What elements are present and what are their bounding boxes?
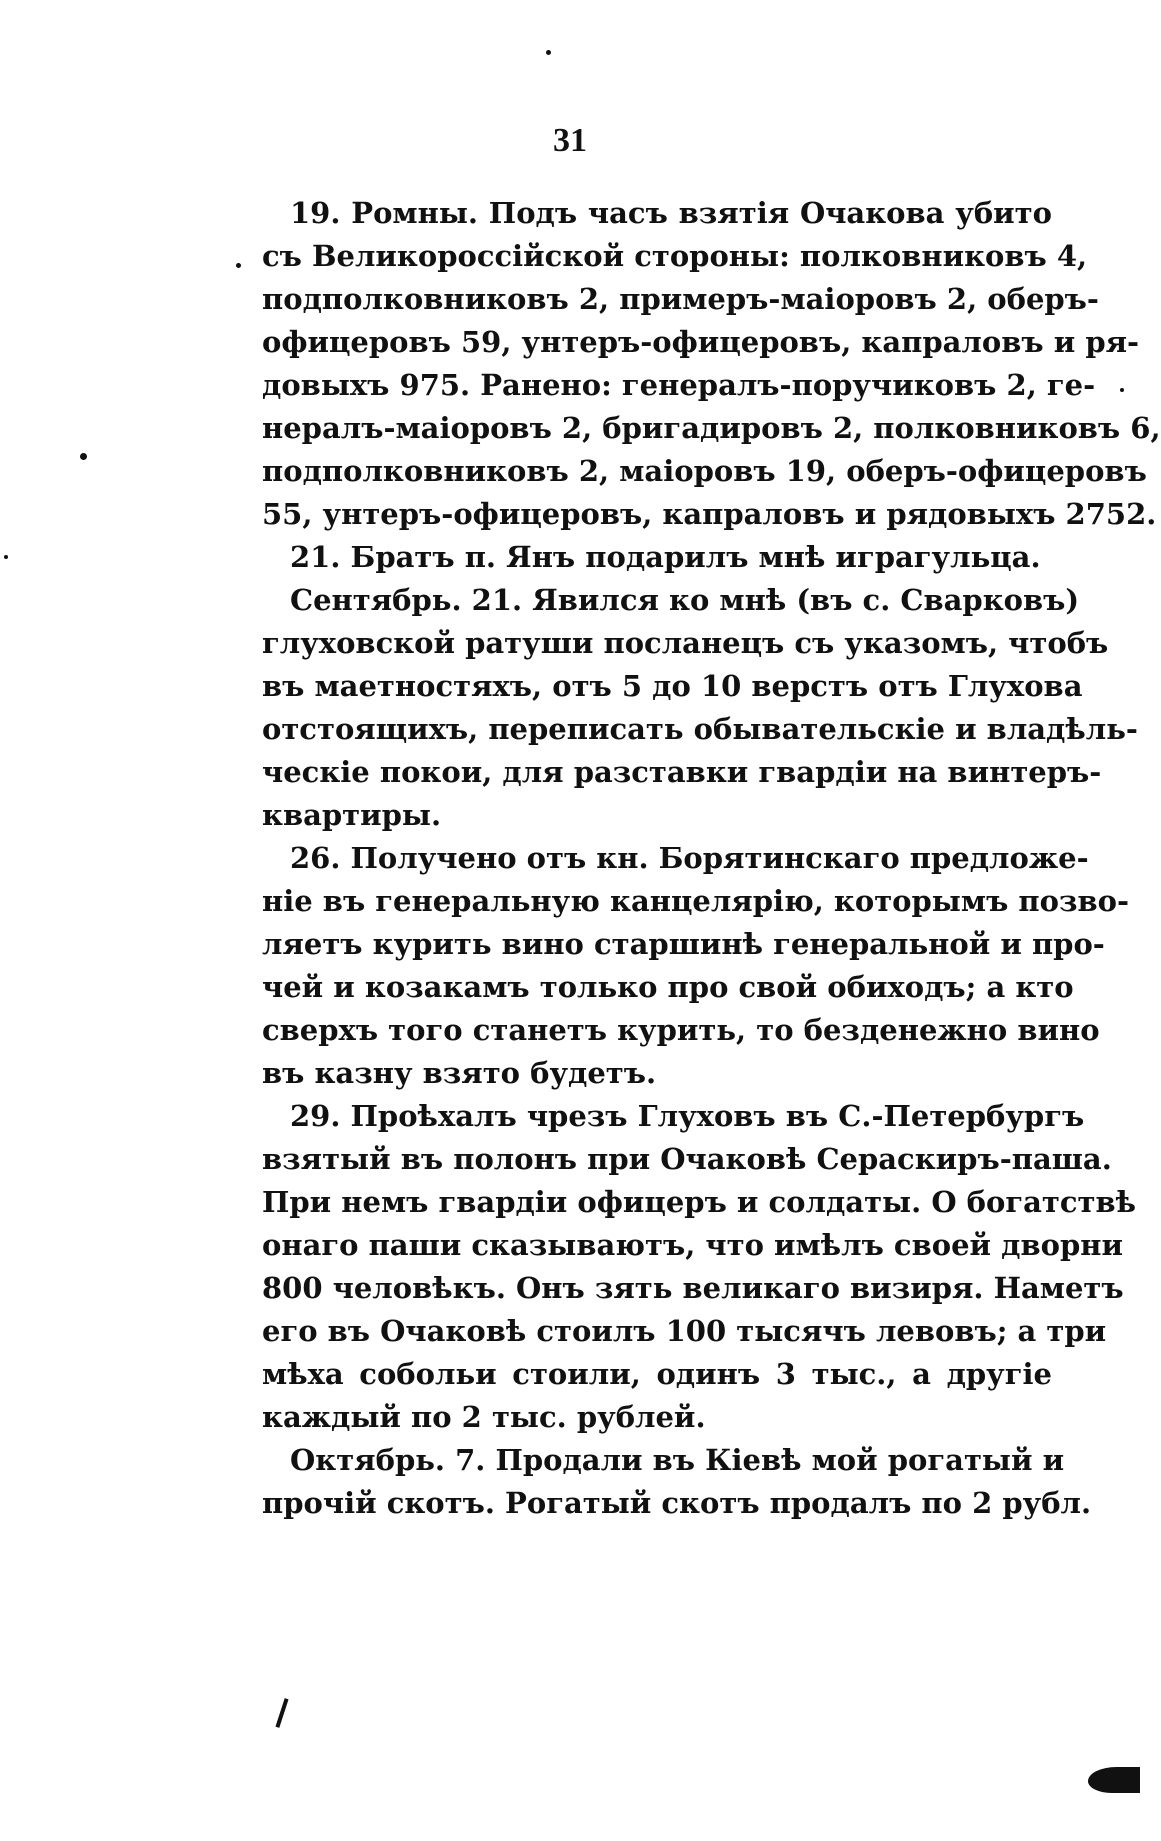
scan-speck: [4, 555, 8, 559]
text-line: ніе въ генеральную канцелярію, которымъ позво-: [262, 884, 1130, 918]
text-line: довыхъ 975. Ранено: генералъ-поручиковъ 2, ге-: [262, 368, 1096, 402]
text-line: взятый въ полонъ при Очаковѣ Сераскиръ-паша.: [262, 1142, 1112, 1176]
text-line: 19. Ромны. Подъ часъ взятія Очакова убито: [290, 196, 1052, 230]
scan-smudge: [1088, 1767, 1140, 1793]
text-line: ляетъ курить вино старшинѣ генеральной и про-: [262, 927, 1105, 961]
text-line: 800 человѣкъ. Онъ зять великаго визиря. Наметъ: [262, 1271, 1124, 1305]
text-line: 21. Братъ п. Янъ подарилъ мнѣ играгульца.: [290, 540, 1041, 574]
scan-speck: [80, 453, 87, 460]
scan-speck: [236, 263, 241, 268]
text-line: мѣха собольи стоили, одинъ 3 тыс., а другіе: [262, 1357, 1052, 1391]
text-line: нералъ-маіоровъ 2, бригадировъ 2, полковниковъ 6,: [262, 411, 1161, 445]
text-line: каждый по 2 тыс. рублей.: [262, 1400, 706, 1434]
text-line: 55, унтеръ-офицеровъ, капраловъ и рядовыхъ 2752.: [262, 497, 1157, 531]
text-line: ческіе покои, для разставки гвардіи на винтеръ-: [262, 755, 1102, 789]
scan-mark: [275, 1698, 288, 1728]
text-line: подполковниковъ 2, примеръ-маіоровъ 2, оберъ-: [262, 282, 1099, 316]
text-line: чей и козакамъ только про свой обиходъ; а кто: [262, 970, 1074, 1004]
text-line: въ маетностяхъ, отъ 5 до 10 верстъ отъ Глухова: [262, 669, 1083, 703]
text-line: сверхъ того станетъ курить, то безденежно вино: [262, 1013, 1100, 1047]
text-line: глуховской ратуши посланецъ съ указомъ, чтобъ: [262, 626, 1109, 660]
text-line: 26. Получено отъ кн. Борятинскаго предложе-: [290, 841, 1089, 875]
text-line: При немъ гвардіи офицеръ и солдаты. О богатствѣ: [262, 1185, 1137, 1219]
text-line: Сентябрь. 21. Явился ко мнѣ (въ с. Сварковъ): [290, 583, 1080, 617]
text-line: подполковниковъ 2, маіоровъ 19, оберъ-офицеровъ: [262, 454, 1147, 488]
scan-speck: [546, 50, 551, 55]
text-line: онаго паши сказываютъ, что имѣлъ своей дворни: [262, 1228, 1123, 1262]
scan-speck: [1120, 388, 1124, 392]
page-number: 31: [553, 122, 587, 159]
text-line: отстоящихъ, переписать обывательскіе и владѣль-: [262, 712, 1138, 746]
text-line: Октябрь. 7. Продали въ Кіевѣ мой рогатый и: [290, 1443, 1065, 1477]
text-line: прочій скотъ. Рогатый скотъ продалъ по 2 рубл.: [262, 1486, 1092, 1520]
text-line: 29. Проѣхалъ чрезъ Глуховъ въ С.-Петербургъ: [290, 1099, 1085, 1133]
body-text: [262, 192, 1161, 1525]
text-line: съ Великороссійской стороны: полковниковъ 4,: [262, 239, 1088, 273]
text-line: офицеровъ 59, унтеръ-офицеровъ, капраловъ и ря-: [262, 325, 1140, 359]
text-line: его въ Очаковѣ стоилъ 100 тысячъ левовъ; а три: [262, 1314, 1107, 1348]
text-line: квартиры.: [262, 798, 442, 832]
text-line: въ казну взято будетъ.: [262, 1056, 657, 1090]
